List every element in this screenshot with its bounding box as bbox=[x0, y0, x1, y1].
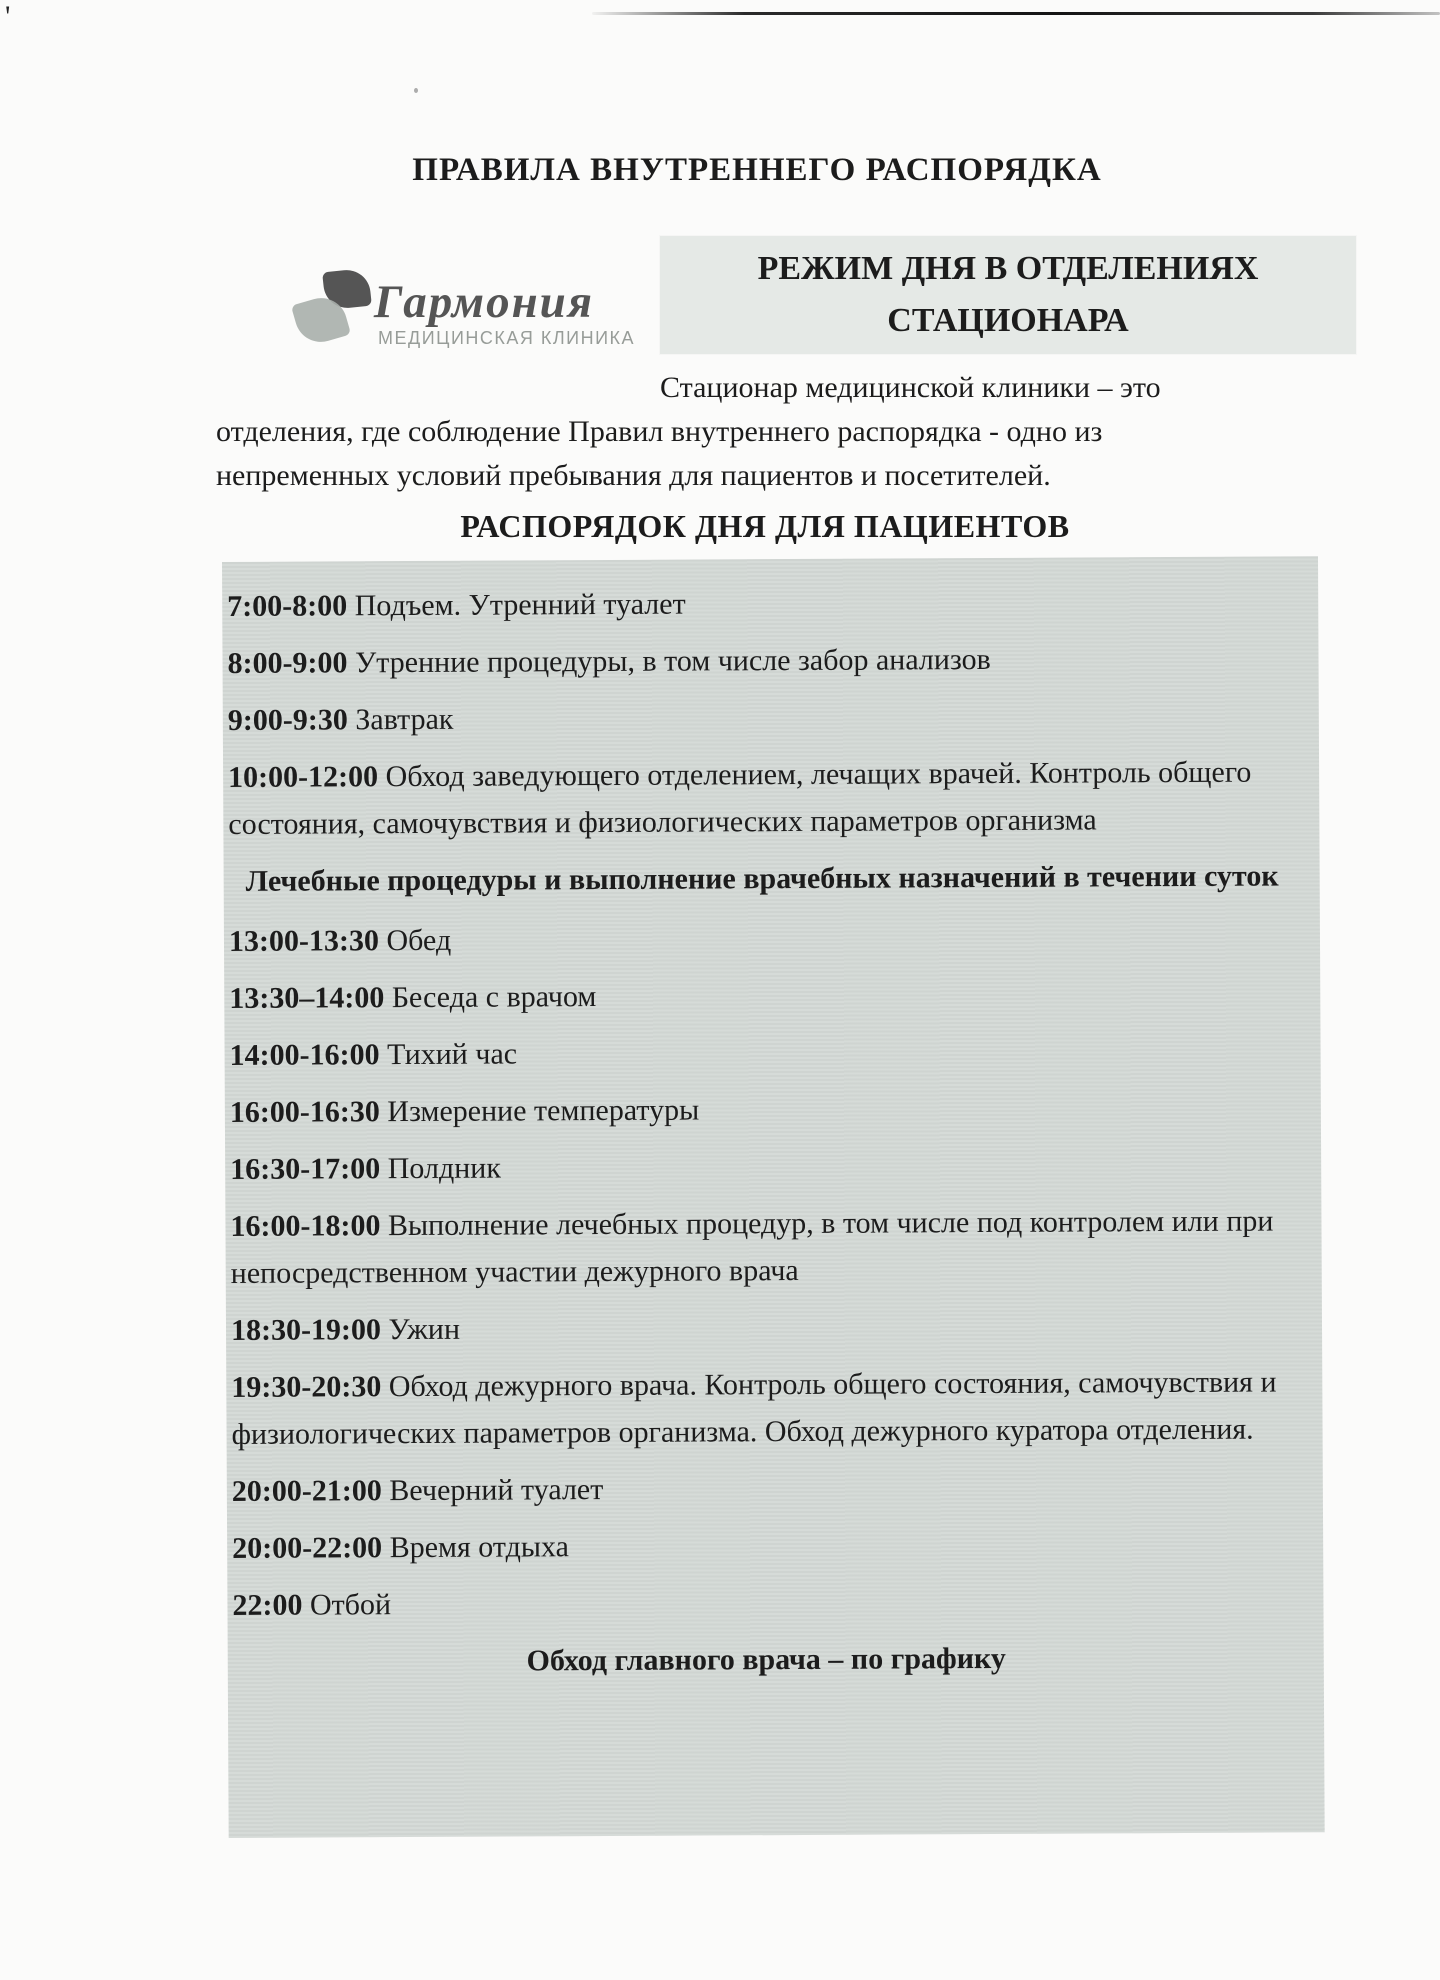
logo-text bbox=[374, 268, 635, 349]
schedule-text: Выполнение лечебных процедур, в том числе под контролем или при непосредственном участии дежурного врача bbox=[230, 1204, 1274, 1290]
schedule-entry bbox=[229, 912, 1296, 965]
schedule-entry bbox=[229, 1026, 1296, 1079]
schedule-block bbox=[222, 556, 1325, 1838]
logo-name: Гармония bbox=[374, 276, 595, 328]
schedule-time: 20:00-22:00 bbox=[232, 1531, 383, 1565]
schedule-entry bbox=[230, 1083, 1297, 1136]
schedule-text: Отбой bbox=[302, 1588, 392, 1622]
schedule-time: 9:00-9:30 bbox=[227, 703, 348, 737]
schedule-text: Подъем. Утренний туалет bbox=[347, 587, 686, 623]
schedule-text: Полдник bbox=[380, 1151, 501, 1186]
schedule-time: 13:30–14:00 bbox=[229, 981, 385, 1015]
schedule-entry bbox=[230, 1140, 1297, 1193]
schedule-entry bbox=[229, 969, 1296, 1022]
schedule-text: Обход заведующего отделением, лечащих врачей. Контроль общего состояния, самочувствия и физиологических параметров организма bbox=[228, 755, 1252, 841]
schedule-entry bbox=[227, 634, 1294, 687]
schedule-text: Измерение температуры bbox=[379, 1093, 700, 1129]
schedule-time: 13:00-13:30 bbox=[228, 924, 380, 958]
clinic-logo bbox=[296, 268, 635, 350]
top-rule bbox=[592, 12, 1440, 15]
page-title: ПРАВИЛА ВНУТРЕННЕГО РАСПОРЯДКА bbox=[412, 152, 1102, 188]
intro-line1: Стационар медицинской клиники – это bbox=[660, 371, 1161, 404]
schedule-note: Лечебные процедуры и выполнение врачебных назначений в течении суток bbox=[245, 859, 1279, 898]
schedule-entry bbox=[228, 691, 1295, 744]
intro-line3: непременных условий пребывания для пациентов и посетителей. bbox=[216, 459, 1051, 492]
schedule-time: 8:00-9:00 bbox=[227, 646, 348, 680]
schedule-entry bbox=[231, 1301, 1298, 1354]
schedule-text: Ужин bbox=[380, 1312, 461, 1347]
schedule-time: 10:00-12:00 bbox=[228, 760, 379, 794]
leaf-icon bbox=[296, 268, 380, 350]
schedule-time: 16:00-16:30 bbox=[229, 1095, 380, 1129]
schedule-time: 19:30-20:30 bbox=[231, 1370, 382, 1404]
scan-speck bbox=[414, 88, 418, 93]
schedule-entry bbox=[232, 1519, 1299, 1572]
schedule-time: 22:00 bbox=[232, 1588, 303, 1622]
schedule-text: Завтрак bbox=[347, 702, 454, 737]
schedule-text: Время отдыха bbox=[382, 1530, 570, 1565]
schedule-entry bbox=[231, 1358, 1298, 1458]
schedule-text: Обход дежурного врача. Контроль общего состояния, самочувствия и физиологических параметров организма. Обход дежурного куратора отделения. bbox=[231, 1365, 1277, 1451]
section-title: РАСПОРЯДОК ДНЯ ДЛЯ ПАЦИЕНТОВ bbox=[460, 508, 1070, 544]
schedule-time: 18:30-19:00 bbox=[230, 1313, 382, 1347]
logo-subtitle: МЕДИЦИНСКАЯ КЛИНИКА bbox=[378, 328, 636, 348]
schedule-text: Утренние процедуры, в том числе забор анализов bbox=[347, 642, 991, 680]
intro-line2: отделения, где соблюдение Правил внутреннего распорядка - одно из bbox=[216, 415, 1103, 448]
header-box-line1: РЕЖИМ ДНЯ В ОТДЕЛЕНИЯХ bbox=[757, 250, 1259, 287]
schedule-entry bbox=[232, 1576, 1299, 1629]
schedule-text: Тихий час bbox=[379, 1037, 518, 1072]
schedule-time: 16:30-17:00 bbox=[230, 1152, 381, 1186]
schedule-text: Беседа с врачом bbox=[384, 980, 597, 1015]
schedule-time: 20:00-21:00 bbox=[231, 1474, 382, 1508]
schedule-entry bbox=[227, 577, 1294, 630]
header-box bbox=[660, 236, 1356, 354]
corner-mark: ' bbox=[5, 0, 11, 33]
schedule-note: Обход главного врача – по графику bbox=[526, 1641, 1006, 1678]
schedule-text: Обед bbox=[378, 923, 452, 958]
schedule-text: Вечерний туалет bbox=[381, 1473, 604, 1508]
schedule-time: 7:00-8:00 bbox=[227, 589, 348, 623]
schedule-time: 14:00-16:00 bbox=[229, 1038, 380, 1072]
schedule-entry bbox=[232, 1462, 1299, 1515]
schedule-entry bbox=[228, 748, 1295, 848]
schedule-time: 16:00-18:00 bbox=[230, 1209, 381, 1243]
schedule-entry bbox=[230, 1197, 1297, 1297]
header-box-line2: СТАЦИОНАРА bbox=[887, 302, 1129, 339]
